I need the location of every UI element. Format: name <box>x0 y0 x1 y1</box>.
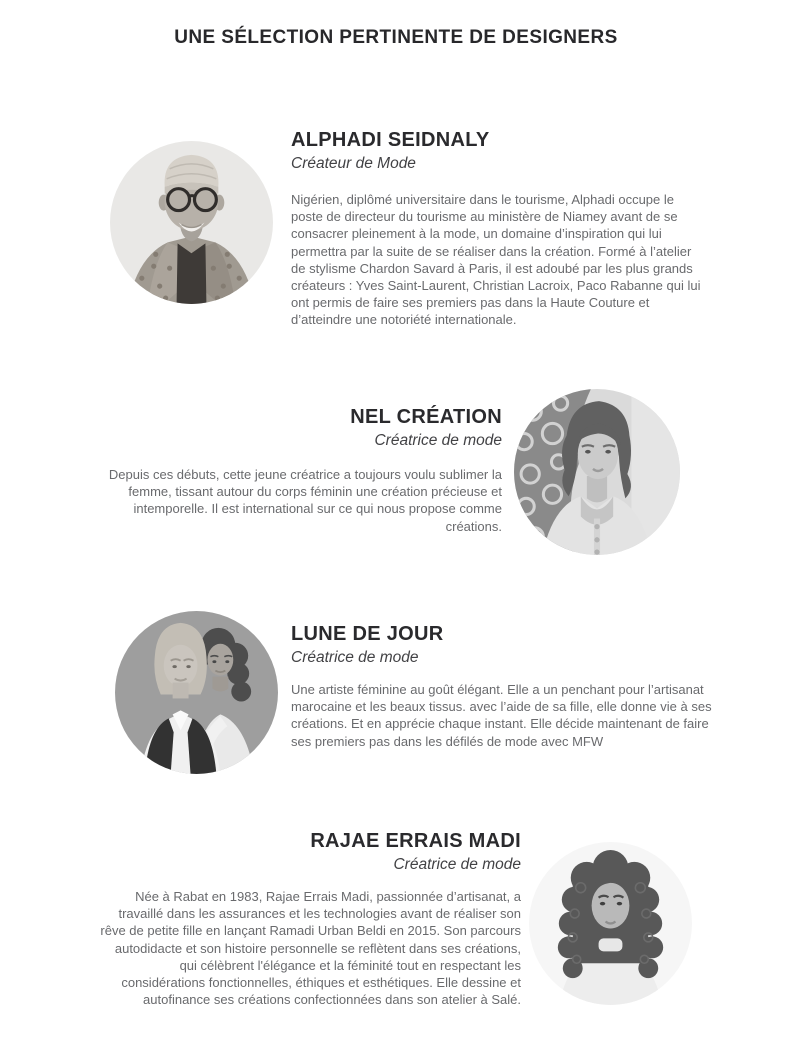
designer-name: ALPHADI SEIDNALY <box>291 129 490 151</box>
designer-role: Créatrice de mode <box>374 432 502 449</box>
designer-photo-lune-de-jour <box>115 611 278 774</box>
designer-role: Créatrice de mode <box>393 856 521 873</box>
designer-bio: Une artiste féminine au goût élégant. Elle a un penchant pour l’artisanat marocaine et les beaux tissus. avec l’aide de sa fille, elle donne vie à ses créations. Et en apprécie chaque instant. Elle décide maintenant de faire ses premiers pas dans les défilés de mode avec MFW <box>291 682 712 749</box>
portrait-two-women-icon <box>115 611 278 774</box>
designer-name: NEL CRÉATION <box>350 406 502 428</box>
designer-role: Créateur de Mode <box>291 155 416 172</box>
designer-photo-alphadi <box>110 141 273 304</box>
portrait-woman-wavy-hair-icon <box>514 389 680 555</box>
designer-bio: Nigérien, diplômé universitaire dans le tourisme, Alphadi occupe le poste de directeur du tourisme au ministère de Niamey avant de se consacrer pleinement à la mode, un domaine d’inspiration qui lui permettra par la suite de se réaliser dans la création. Formé à l’atelier de stylisme Chardon Savard à Paris, il est adoubé par les plus grands créateurs : Yves Saint-Laurent, Christian Lacroix, Paco Rabanne qui lui ont permis de faire ses premiers pas dans la Haute Couture et d’atteindre une notoriété internationale. <box>291 192 701 328</box>
page-title: UNE SÉLECTION PERTINENTE DE DESIGNERS <box>174 27 618 48</box>
designer-role: Créatrice de mode <box>291 649 419 666</box>
designer-photo-rajae <box>529 842 692 1005</box>
portrait-man-cap-glasses-icon <box>110 141 273 304</box>
designer-bio: Née à Rabat en 1983, Rajae Errais Madi, passionnée d’artisanat, a travaillé dans les assurances et les technologies avant de réaliser son rêve de petite fille en lançant Ramadi Urban Beldi en 2015. Son parcours autodidacte et son histoire personnelle se reflètent dans ses créations, qui célèbrent l'élégance et la féminité tout en respectant les considérations fonctionnelles, éthiques et esthétiques. Elle dessine et autofinance ses créations confectionnées dans son atelier à Salé. <box>100 889 521 1008</box>
designer-bio: Depuis ces débuts, cette jeune créatrice a toujours voulu sublimer la femme, tissant autour du corps féminin une création précieuse et intemporelle. Il est international sur ce qui nous propose comme créations. <box>108 467 502 534</box>
designer-name: LUNE DE JOUR <box>291 623 444 645</box>
portrait-woman-curly-hair-icon <box>529 842 692 1005</box>
designer-photo-nel <box>514 389 680 555</box>
designer-name: RAJAE ERRAIS MADI <box>310 830 521 852</box>
